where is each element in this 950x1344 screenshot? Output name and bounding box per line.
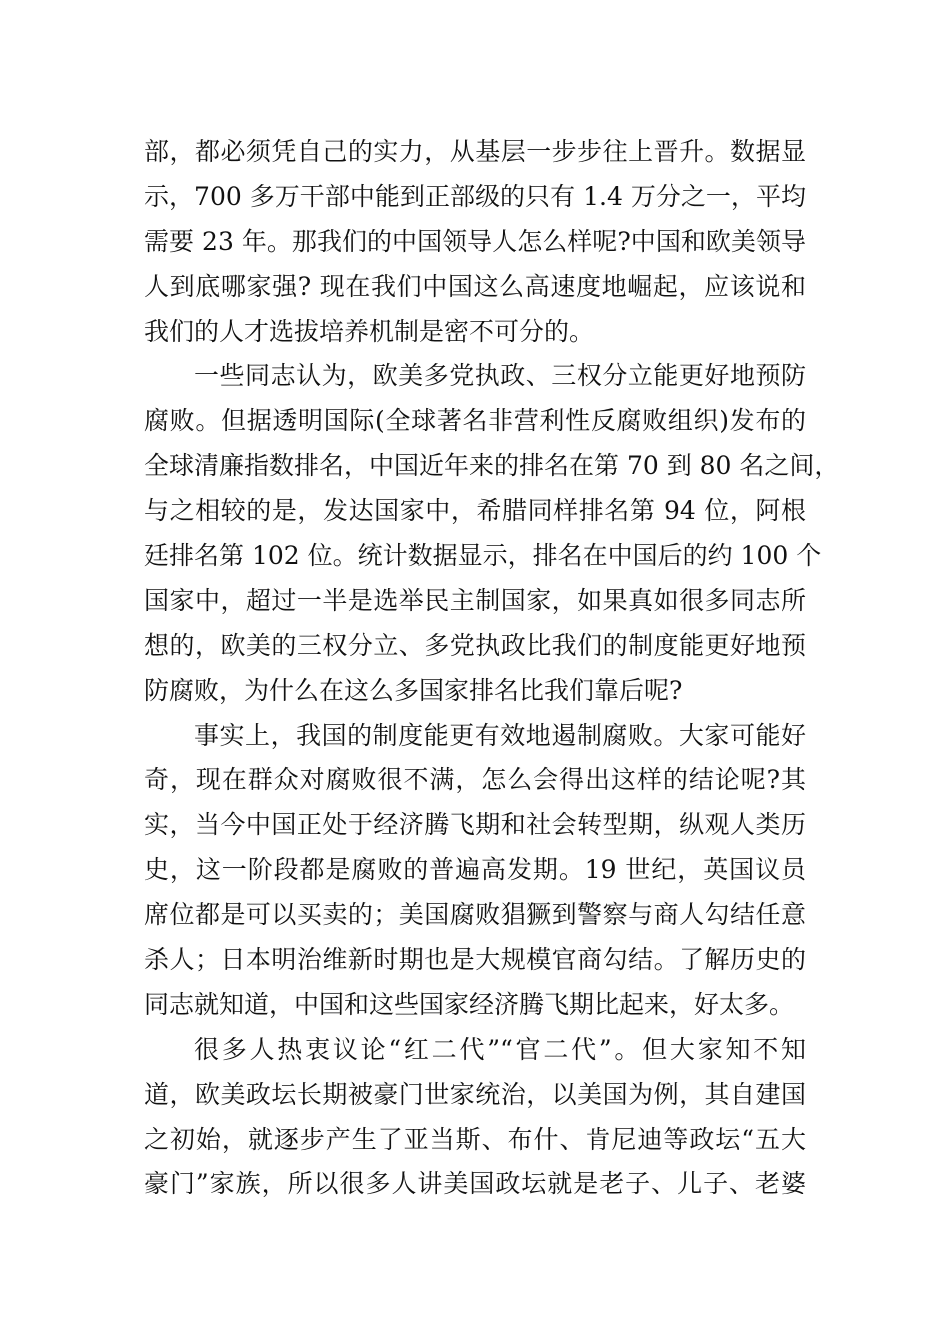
text-line: 示，700 多万干部中能到正部级的只有 1.4 万分之一，平均 <box>144 181 806 211</box>
text-line: 需要 23 年。那我们的中国领导人怎么样呢?中国和欧美领导 <box>144 226 806 256</box>
text-line: 杀人；日本明治维新时期也是大规模官商勾结。了解历史的 <box>144 945 806 975</box>
text-line: 道，欧美政坛长期被豪门世家统治，以美国为例，其自建国 <box>144 1079 806 1109</box>
text-line: 很多人热衷议论“红二代”“官二代”。但大家知不知 <box>194 1034 806 1064</box>
text-line: 部，都必须凭自己的实力，从基层一步步往上晋升。数据显 <box>144 137 806 166</box>
text-line: 之初始，就逐步产生了亚当斯、布什、肯尼迪等政坛“五大 <box>144 1124 806 1154</box>
text-line: 腐败。但据透明国际(全球著名非营利性反腐败组织)发布的 <box>144 406 806 436</box>
text-line: 同志就知道，中国和这些国家经济腾飞期比起来，好太多。 <box>144 989 795 1019</box>
text-line: 事实上，我国的制度能更有效地遏制腐败。大家可能好 <box>194 720 806 750</box>
text-line: 席位都是可以买卖的；美国腐败猖獗到警察与商人勾结任意 <box>144 900 806 930</box>
text-line: 国家中，超过一半是选举民主制国家，如果真如很多同志所 <box>144 585 806 615</box>
text-line: 人到底哪家强? 现在我们中国这么高速度地崛起，应该说和 <box>144 271 806 301</box>
text-line: 防腐败，为什么在这么多国家排名比我们靠后呢? <box>144 675 683 705</box>
text-line: 与之相较的是，发达国家中，希腊同样排名第 94 位，阿根 <box>144 496 806 526</box>
text-line: 史，这一阶段都是腐败的普遍高发期。19 世纪，英国议员 <box>144 855 806 885</box>
text-line: 廷排名第 102 位。统计数据显示，排名在中国后的约 100 个 <box>144 541 822 571</box>
text-line: 一些同志认为，欧美多党执政、三权分立能更好地预防 <box>194 361 806 391</box>
text-line: 豪门”家族，所以很多人讲美国政坛就是老子、儿子、老婆 <box>144 1169 806 1199</box>
text-line: 我们的人才选拔培养机制是密不可分的。 <box>144 316 595 346</box>
text-line: 奇，现在群众对腐败很不满，怎么会得出这样的结论呢?其 <box>144 765 806 795</box>
text-line: 想的，欧美的三权分立、多党执政比我们的制度能更好地预 <box>144 630 806 660</box>
text-line: 全球清廉指数排名，中国近年来的排名在第 70 到 80 名之间， <box>144 451 840 481</box>
body-text <box>144 130 840 1207</box>
text-line: 实，当今中国正处于经济腾飞期和社会转型期，纵观人类历 <box>144 810 806 840</box>
